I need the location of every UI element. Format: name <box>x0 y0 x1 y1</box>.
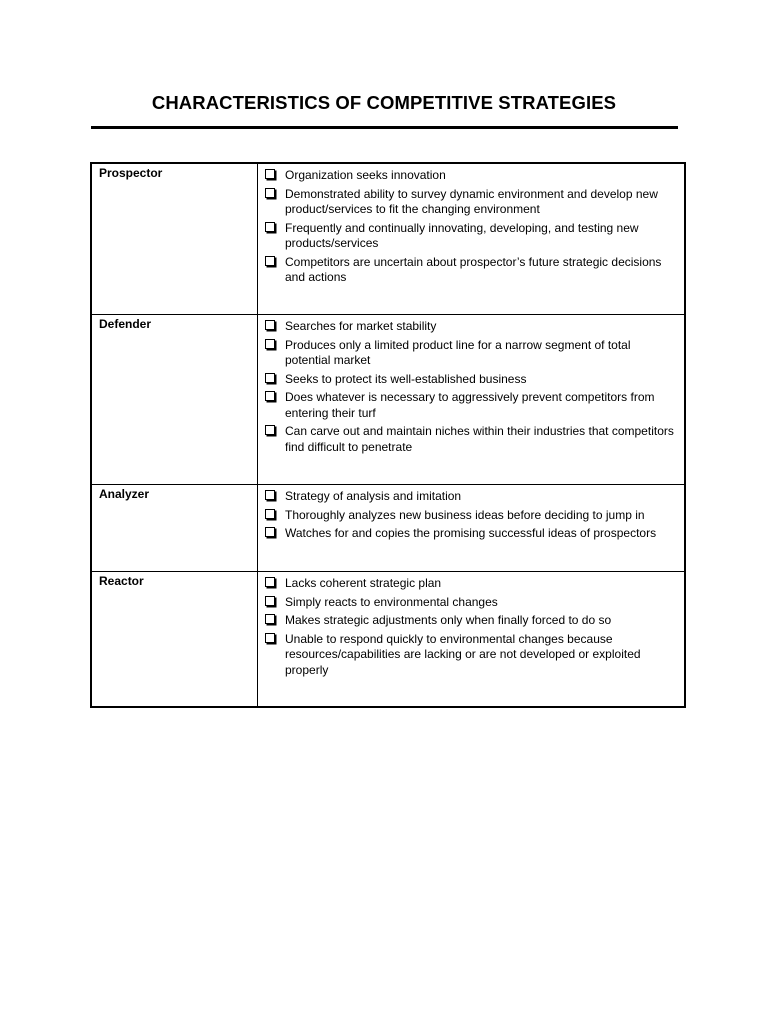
checkbox-icon <box>265 256 275 266</box>
list-item <box>265 338 678 369</box>
table-row-prospector <box>91 163 685 315</box>
list-item <box>265 187 678 218</box>
list-item-text: Seeks to protect its well-established business <box>285 371 527 386</box>
strategy-characteristics-cell <box>258 315 686 485</box>
checkbox-icon <box>265 633 275 643</box>
list-item <box>265 595 678 611</box>
list-item-text: Watches for and copies the promising successful ideas of prospectors <box>285 526 657 540</box>
checkbox-icon <box>265 577 275 587</box>
list-item-text: Thoroughly analyzes new business ideas before deciding to jump in <box>285 507 645 522</box>
checkbox-icon <box>265 425 275 435</box>
list-item <box>265 168 678 184</box>
list-item-text: Organization seeks innovation <box>285 168 446 182</box>
checkbox-icon <box>265 391 275 401</box>
list-item-text: Can carve out and maintain niches within their industries that competitors find difficult to penetrate <box>285 424 674 454</box>
characteristics-list <box>265 168 678 286</box>
checkbox-icon <box>265 614 275 624</box>
list-item-text: Competitors are uncertain about prospector’s future strategic decisions and actions <box>285 254 662 284</box>
strategy-type-label: Analyzer <box>91 485 258 572</box>
checkbox-icon <box>265 169 275 179</box>
list-item <box>265 489 678 505</box>
strategy-table <box>90 162 686 708</box>
list-item <box>265 255 678 286</box>
list-item-text: Simply reacts to environmental changes <box>285 594 498 609</box>
checkbox-icon <box>265 490 275 500</box>
strategy-characteristics-cell <box>258 163 686 315</box>
checkbox-icon <box>265 222 275 232</box>
checkbox-icon <box>265 509 275 519</box>
characteristics-list <box>265 576 678 678</box>
title-divider <box>91 126 678 129</box>
list-item-text: Makes strategic adjustments only when finally forced to do so <box>285 613 612 627</box>
strategy-type-label: Defender <box>91 315 258 485</box>
table-row-reactor <box>91 572 685 708</box>
checkbox-icon <box>265 320 275 330</box>
table-row-analyzer <box>91 485 685 572</box>
list-item-text: Strategy of analysis and imitation <box>285 489 462 503</box>
list-item <box>265 613 678 629</box>
checkbox-icon <box>265 339 275 349</box>
checkbox-icon <box>265 527 275 537</box>
list-item-text: Does whatever is necessary to aggressively prevent competitors from entering their turf <box>285 390 655 420</box>
checkbox-icon <box>265 373 275 383</box>
list-item-text: Unable to respond quickly to environmental changes because resources/capabilities are lacking or are not developed or exploited properly <box>285 631 641 677</box>
checkbox-icon <box>265 188 275 198</box>
list-item <box>265 319 678 335</box>
list-item <box>265 576 678 592</box>
strategy-type-label: Prospector <box>91 163 258 315</box>
characteristics-list <box>265 319 678 455</box>
table-row-defender <box>91 315 685 485</box>
list-item-text: Produces only a limited product line for a narrow segment of total potential market <box>285 337 631 367</box>
list-item <box>265 221 678 252</box>
strategy-characteristics-cell <box>258 572 686 708</box>
list-item-text: Searches for market stability <box>285 319 437 333</box>
list-item-text: Frequently and continually innovating, developing, and testing new products/services <box>285 220 639 250</box>
list-item <box>265 508 678 524</box>
list-item-text: Demonstrated ability to survey dynamic environment and develop new product/services to fit the changing environment <box>285 186 658 216</box>
list-item <box>265 390 678 421</box>
characteristics-list <box>265 489 678 542</box>
list-item <box>265 526 678 542</box>
strategy-type-label: Reactor <box>91 572 258 708</box>
list-item <box>265 632 678 679</box>
page-title: CHARACTERISTICS OF COMPETITIVE STRATEGIES <box>151 92 617 113</box>
list-item-text: Lacks coherent strategic plan <box>285 576 442 590</box>
strategy-characteristics-cell <box>258 485 686 572</box>
checkbox-icon <box>265 596 275 606</box>
list-item <box>265 372 678 388</box>
list-item <box>265 424 678 455</box>
